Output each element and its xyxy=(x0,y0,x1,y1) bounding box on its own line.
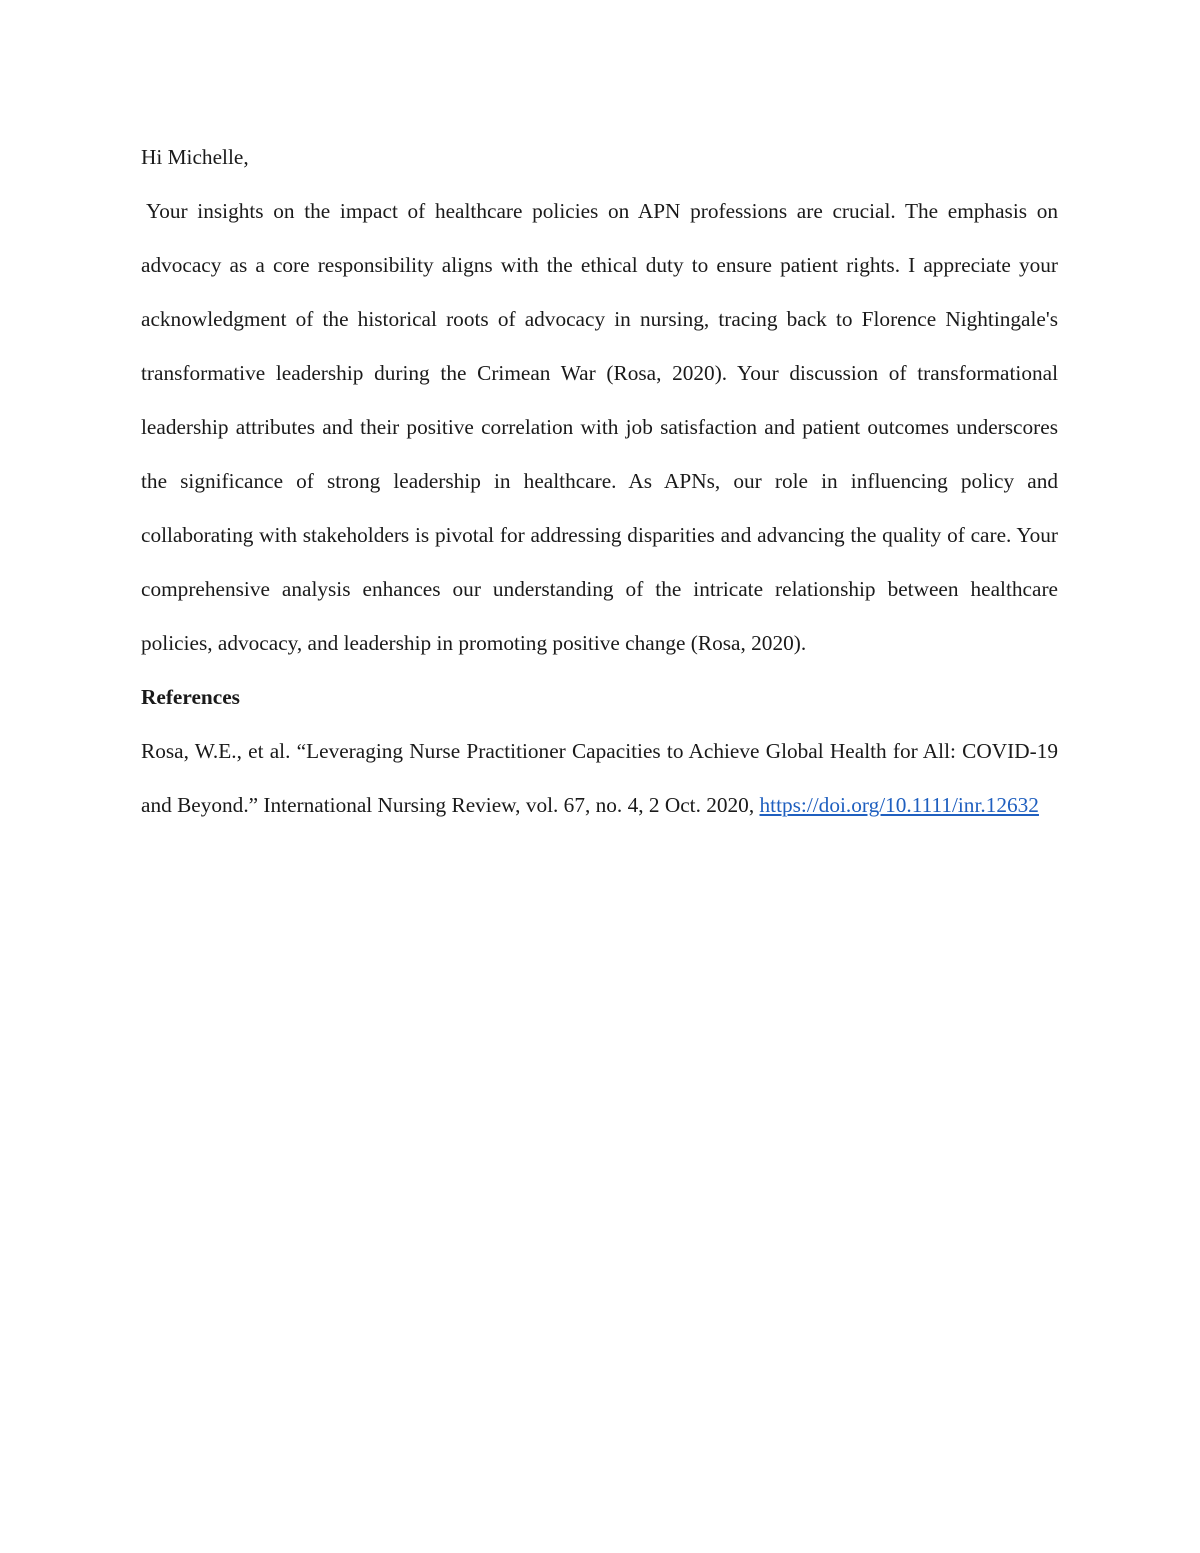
reference-entry xyxy=(141,724,1058,832)
doi-link[interactable]: https://doi.org/10.1111/inr.12632 xyxy=(759,793,1039,817)
greeting: Hi Michelle, xyxy=(141,145,249,169)
reference-citation: Rosa, W.E., et al. “Leveraging Nurse Practitioner Capacities to Achieve Global Health for All: COVID-19 and Beyond.” International Nursing Review, vol. 67, no. 4, 2 Oct. 2020, xyxy=(141,739,1058,817)
document-body xyxy=(141,130,1058,832)
body-paragraph: Your insights on the impact of healthcare policies on APN professions are crucial. The emphasis on advocacy as a core responsibility aligns with the ethical duty to ensure patient rights. I appreciate your acknowledgment of the historical roots of advocacy in nursing, tracing back to Florence Nightingale's transformative leadership during the Crimean War (Rosa, 2020). Your discussion of transformational leadership attributes and their positive correlation with job satisfaction and patient outcomes underscores the significance of strong leadership in healthcare. As APNs, our role in influencing policy and collaborating with stakeholders is pivotal for addressing disparities and advancing the quality of care. Your comprehensive analysis enhances our understanding of the intricate relationship between healthcare policies, advocacy, and leadership in promoting positive change (Rosa, 2020). xyxy=(141,199,1058,655)
references-heading: References xyxy=(141,685,240,709)
